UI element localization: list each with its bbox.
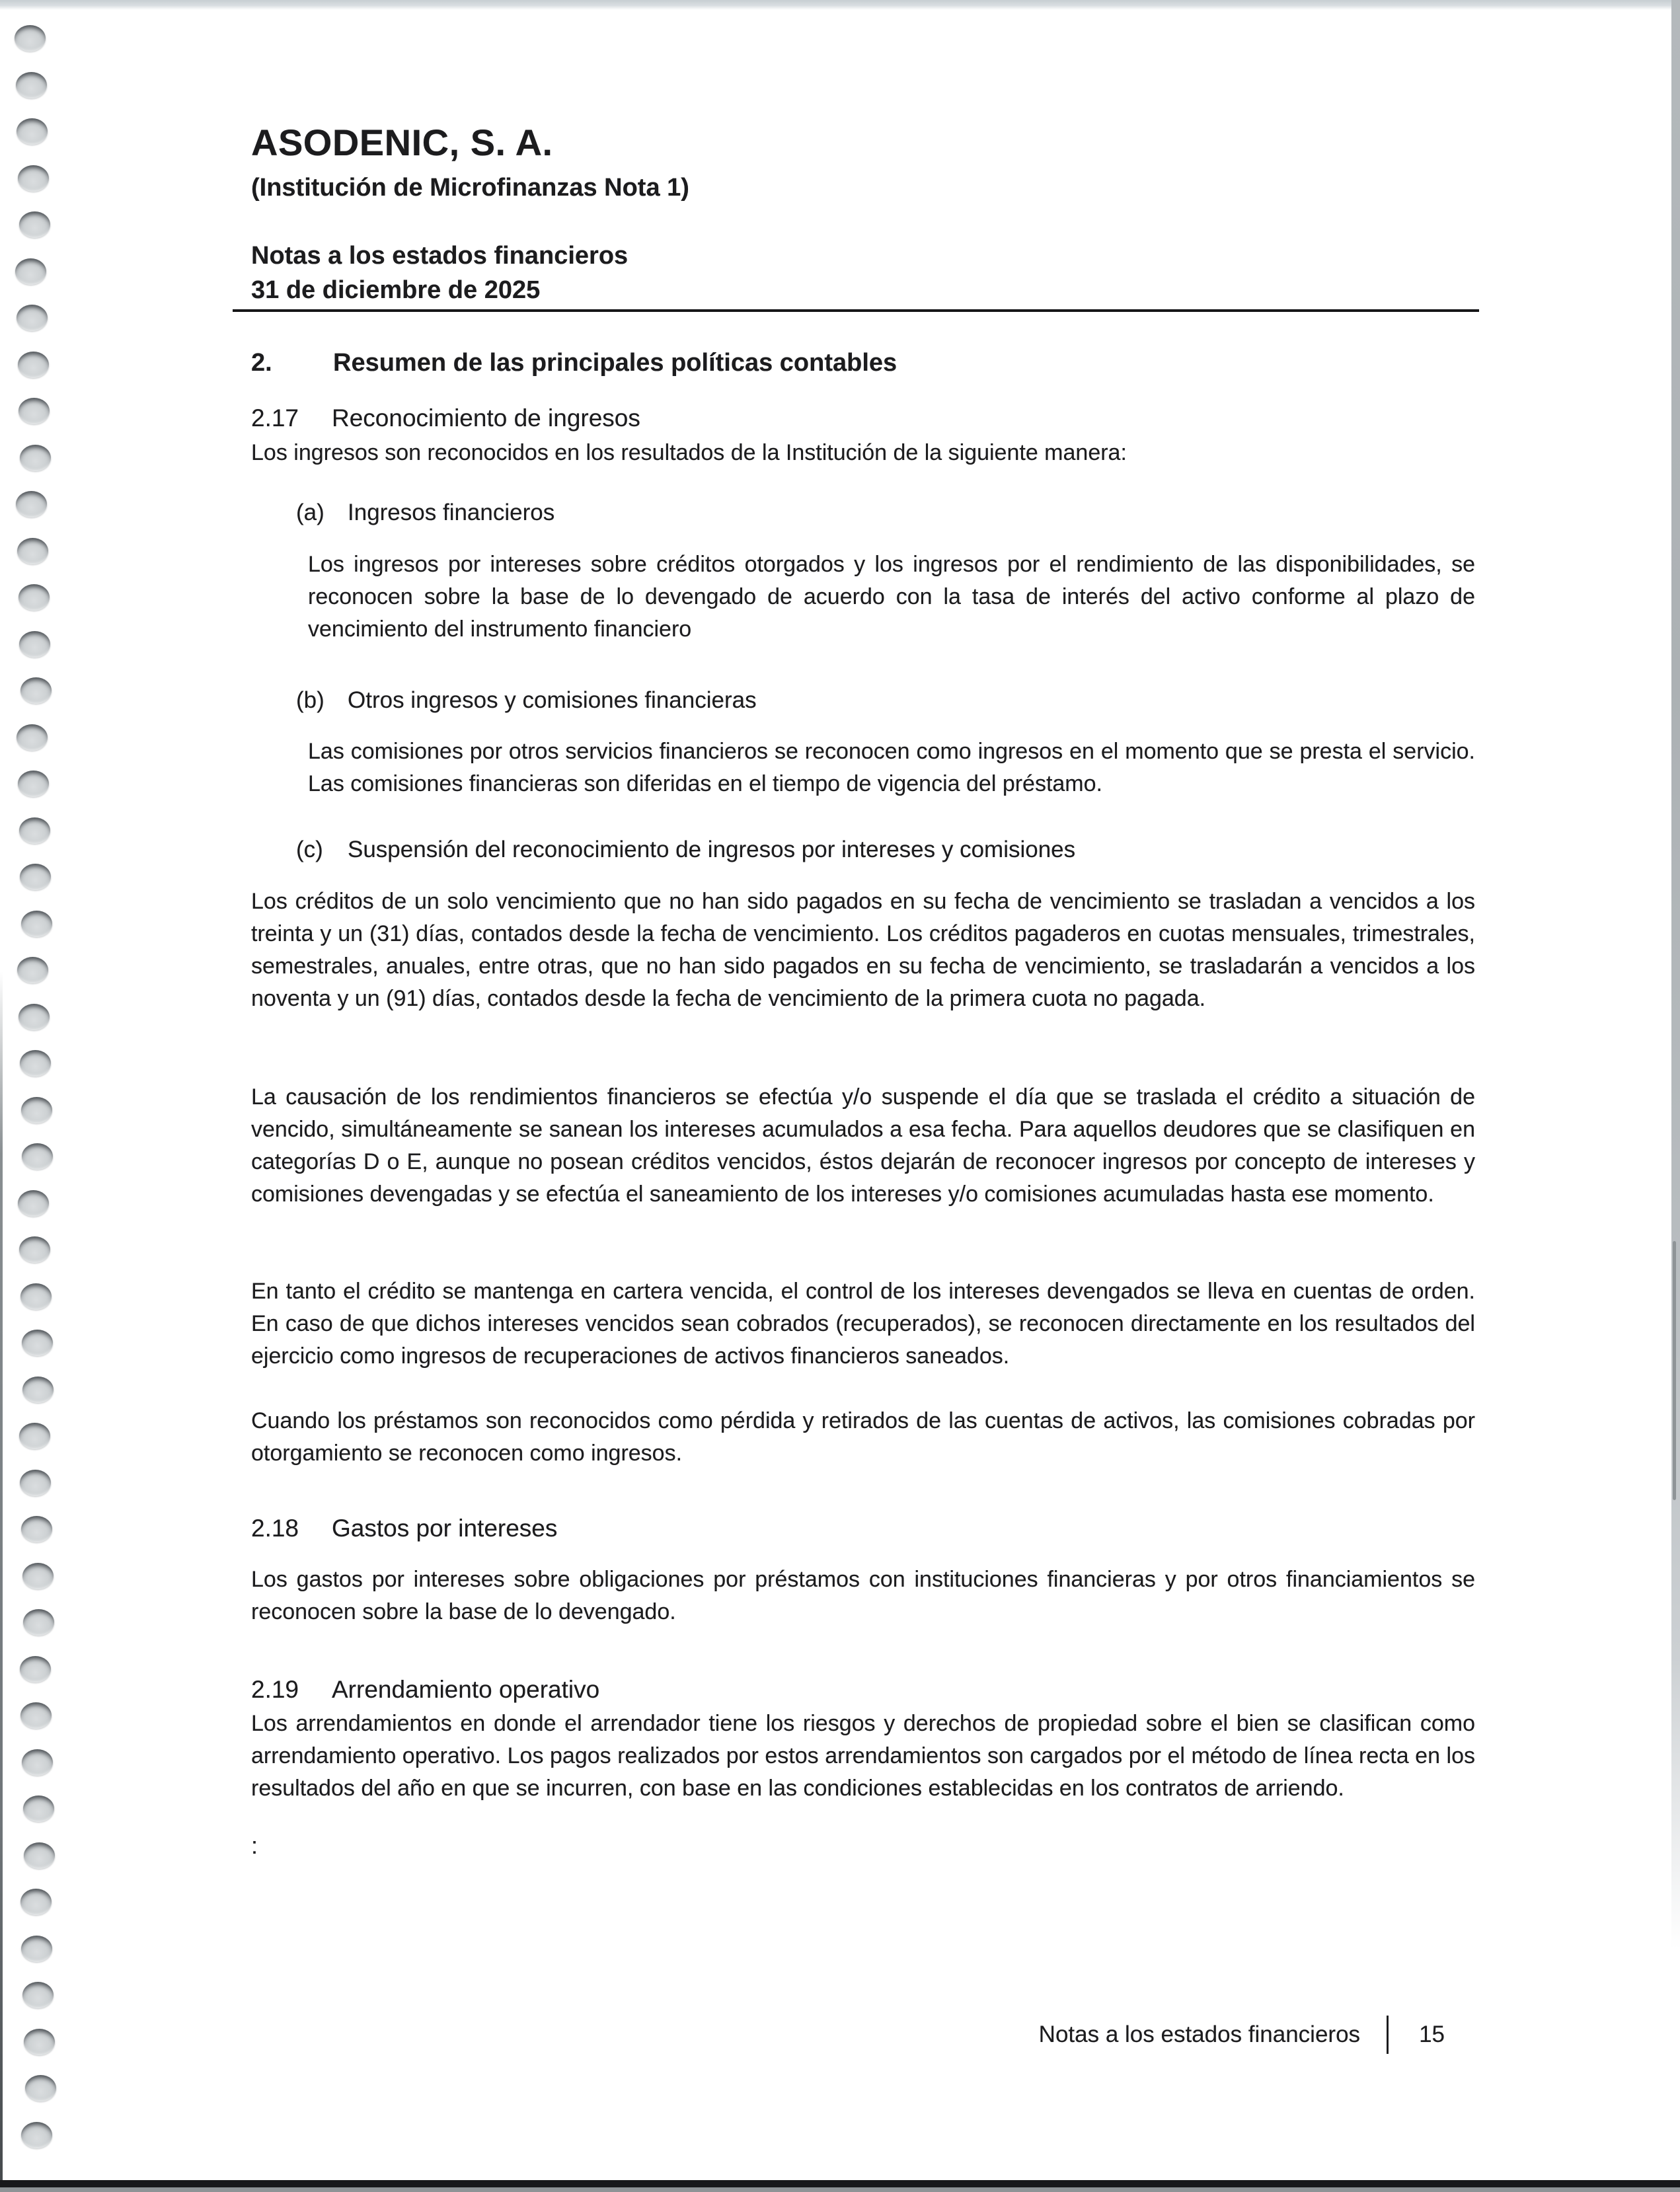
binding-hole [17, 538, 48, 564]
binding-hole [17, 957, 48, 983]
binding-hole [22, 1749, 53, 1776]
scan-edge-bottom-shadow [0, 2187, 1680, 2192]
subsection-title: Arrendamiento operativo [332, 1676, 600, 1703]
subsection-title: Gastos por intereses [332, 1515, 558, 1542]
document-date: 31 de diciembre de 2025 [251, 276, 541, 304]
binding-hole [20, 1283, 52, 1310]
subsection-number: 2.19 [251, 1676, 299, 1703]
list-item-a-heading [296, 500, 1520, 526]
binding-hole [20, 445, 51, 471]
binding-hole [21, 1097, 52, 1123]
binding-hole [21, 2122, 52, 2148]
document-title: Notas a los estados financieros [251, 242, 629, 270]
binding-hole [15, 258, 46, 285]
binding-hole [17, 305, 48, 331]
subsection-217-heading [251, 404, 1475, 432]
subsection-number: 2.17 [251, 404, 299, 432]
company-name: ASODENIC, S. A. [251, 122, 553, 163]
binding-hole [22, 1563, 54, 1589]
subsection-218-paragraph: Los gastos por intereses sobre obligaciones por préstamos con instituciones financieras y por otros financiamientos se reconocen sobre la base de lo devengado. [251, 1567, 1475, 1624]
list-item-title: Ingresos financieros [348, 500, 555, 525]
binding-hole [19, 211, 50, 238]
section-number: 2. [251, 349, 272, 377]
binding-hole [18, 352, 49, 378]
scan-edge-top [0, 0, 1680, 10]
binding-hole [19, 1423, 50, 1449]
paragraph-overdue-credits: Los créditos de un solo vencimiento que no han sido pagados en su fecha de vencimiento se trasladan a vencidos a los treinta y un (31) días, contados desde la fecha de vencimiento. Los créditos pagaderos en cuotas mensuales, trimestrales, semestrales, anuales, entre otras, que no han sido pagados en su fecha de vencimiento, se trasladarán a vencidos a los noventa y un (91) días, contados desde la fecha de vencimiento de la primera cuota no pagada. [251, 889, 1475, 1011]
footer-divider [1387, 2016, 1389, 2054]
binding-hole [20, 1889, 52, 1915]
company-subtitle: (Institución de Microfinanzas Nota 1) [251, 174, 689, 202]
section-title: Resumen de las principales políticas contables [333, 349, 897, 377]
binding-hole [20, 1050, 51, 1077]
binding-hole [15, 25, 46, 52]
binding-hole [23, 1795, 54, 1822]
footer-label: Notas a los estados financieros [1038, 2022, 1361, 2047]
binding-hole [18, 1190, 49, 1217]
list-item-b-paragraph: Las comisiones por otros servicios financieros se reconocen como ingresos en el momento que se presta el servicio. Las comisiones financieras son diferidas en el tiempo de vigencia del préstamo. [308, 739, 1475, 796]
binding-hole [24, 1842, 55, 1869]
binding-hole [19, 398, 50, 424]
binding-hole [19, 584, 50, 611]
paragraph-accrual-suspension: La causación de los rendimientos financieros se efectúa y/o suspende el día que se traslada el crédito a situación de vencido, simultáneamente se sanean los intereses acumulados a esa fecha. Para aquellos deudores que se clasifiquen en categorías D o E, aunque no posean créditos vencidos, éstos dejarán de reconocer ingresos por concepto de intereses y comisiones devengadas y se efectúa el saneamiento de los intereses y/o comisiones acumuladas hasta ese momento. [251, 1084, 1475, 1207]
binding-hole [21, 911, 52, 937]
list-item-label: (c) [296, 837, 323, 862]
binding-hole [20, 1470, 51, 1496]
subsection-title: Reconocimiento de ingresos [332, 404, 640, 432]
stray-colon-mark: : [251, 1832, 258, 1859]
list-item-a-paragraph: Los ingresos por intereses sobre créditos otorgados y los ingresos por el rendimiento de las disponibilidades, se reconocen sobre la base de lo devengado de acuerdo con la tasa de interés del activo conforme al plazo de vencimiento del instrumento financiero [308, 552, 1475, 642]
footer-page-number: 15 [1419, 2022, 1445, 2047]
binding-hole [16, 72, 47, 98]
binding-hole [19, 1004, 50, 1030]
header-rule [233, 309, 1479, 312]
subsection-219-paragraph: Los arrendamientos en donde el arrendador tiene los riesgos y derechos de propiedad sobre el bien se clasifican como arrendamiento operativo. Los pagos realizados por estos arrendamientos son cargados por el método de línea recta en los resultados del año en que se incurren, con base en las condiciones establecidas en los contratos de arriendo. [251, 1711, 1475, 1801]
list-item-label: (a) [296, 500, 325, 525]
binding-hole [20, 677, 52, 704]
scan-edge-bottom [0, 2180, 1680, 2187]
list-item-b-heading [296, 687, 1520, 714]
subsection-218-heading [251, 1515, 1475, 1542]
binding-hole [19, 1236, 50, 1263]
paragraph-memo-accounts: En tanto el crédito se mantenga en cartera vencida, el control de los intereses devengados se lleva en cuentas de orden. En caso de que dichos intereses vencidos sean cobrados (recuperados), se reconocen directamente en los resultados del ejercicio como ingresos de recuperaciones de activos financieros saneados. [251, 1279, 1475, 1369]
paragraph-writeoff: Cuando los préstamos son reconocidos como pérdida y retirados de las cuentas de activos, las comisiones cobradas por otorgamiento se reconocen como ingresos. [251, 1408, 1475, 1466]
list-item-label: (b) [296, 687, 325, 713]
page-footer [251, 2016, 1475, 2054]
binding-hole [22, 1330, 53, 1356]
binding-hole [22, 1982, 54, 2008]
binding-hole [16, 491, 47, 517]
binding-hole [20, 1656, 51, 1682]
binding-hole [17, 724, 48, 751]
page-edge-shadow-right [1673, 1241, 1676, 1500]
subsection-number: 2.18 [251, 1515, 299, 1542]
binding-hole [24, 2029, 55, 2055]
binding-hole [18, 165, 49, 192]
binding-hole [22, 1377, 54, 1403]
binding-hole [21, 1516, 52, 1542]
subsection-219-heading [251, 1676, 1475, 1704]
binding-hole [23, 1609, 54, 1636]
binding-hole [25, 2075, 56, 2101]
binding-hole [17, 118, 48, 145]
list-item-title: Suspensión del reconocimiento de ingresos por intereses y comisiones [348, 837, 1076, 862]
binding-hole [18, 771, 49, 797]
binding-hole [20, 864, 51, 890]
list-item-title: Otros ingresos y comisiones financieras [348, 687, 757, 713]
list-item-c-heading [296, 837, 1520, 863]
binding-hole [20, 1702, 52, 1729]
binding-hole [19, 817, 50, 844]
binding-hole [21, 1936, 52, 1962]
binding-hole [19, 631, 50, 658]
subsection-217-intro: Los ingresos son reconocidos en los resultados de la Institución de la siguiente manera: [251, 440, 1127, 465]
page-edge-line-left [0, 971, 3, 2191]
section-2-heading [251, 349, 1475, 377]
binding-hole [22, 1143, 53, 1170]
scan-edge-right [1671, 0, 1680, 1949]
